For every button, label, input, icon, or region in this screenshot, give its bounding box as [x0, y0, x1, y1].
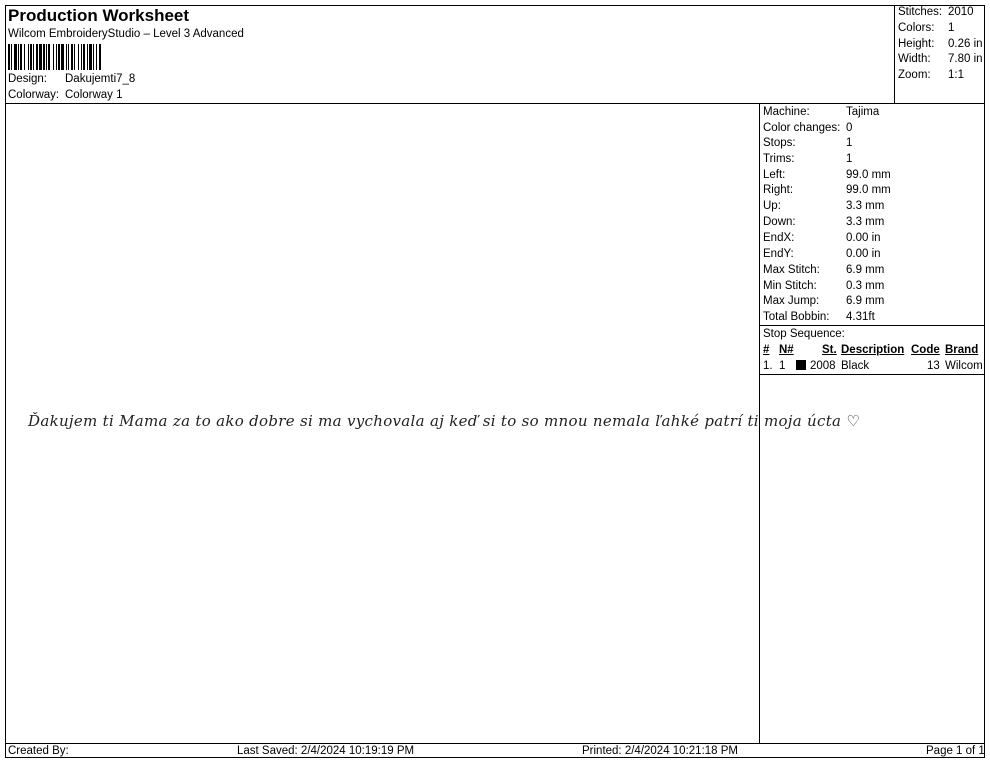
summary-divider [894, 5, 895, 103]
row-needle: 1 [779, 360, 786, 372]
column-header-brand: Brand [945, 344, 979, 356]
row-description: Black [841, 360, 870, 372]
column-header-num: # [763, 344, 770, 356]
column-header-needle: N# [779, 344, 794, 356]
design-label: Design: [8, 73, 47, 85]
column-header-code: Code [911, 344, 940, 356]
column-header-description: Description [841, 344, 905, 356]
footer-printed: Printed: 2/4/2024 10:21:18 PM [582, 745, 738, 757]
page-title: Production Worksheet [8, 6, 190, 25]
footer-last-saved: Last Saved: 2/4/2024 10:19:19 PM [237, 745, 415, 757]
colorway-value: Colorway 1 [65, 89, 123, 101]
stop-sequence-title: Stop Sequence: [763, 328, 845, 340]
stop-sequence-bottom-divider [759, 374, 985, 375]
barcode-image [8, 44, 184, 70]
colorway-label: Colorway: [8, 89, 60, 101]
embroidery-design-preview: Ďakujem ti Mama za to ako dobre si ma vychovala aj keď si to so mnou nemala ľahké patrí ti moja úcta ♡ [28, 412, 861, 430]
column-header-stitches: St. [822, 344, 837, 356]
footer-created-by: Created By: [8, 745, 69, 757]
software-name: Wilcom EmbroideryStudio – Level 3 Advanced [8, 28, 244, 40]
row-stitches: 2008 [810, 360, 836, 372]
design-value: Dakujemti7_8 [65, 73, 136, 85]
footer-divider [5, 743, 985, 744]
row-brand: Wilcom [945, 360, 983, 372]
row-num: 1. [763, 360, 773, 372]
color-swatch [796, 360, 806, 370]
worksheet-frame [5, 5, 985, 758]
footer-page-number: Page 1 of 1 [926, 745, 985, 757]
row-code: 13 [927, 360, 940, 372]
header-divider [5, 103, 985, 104]
